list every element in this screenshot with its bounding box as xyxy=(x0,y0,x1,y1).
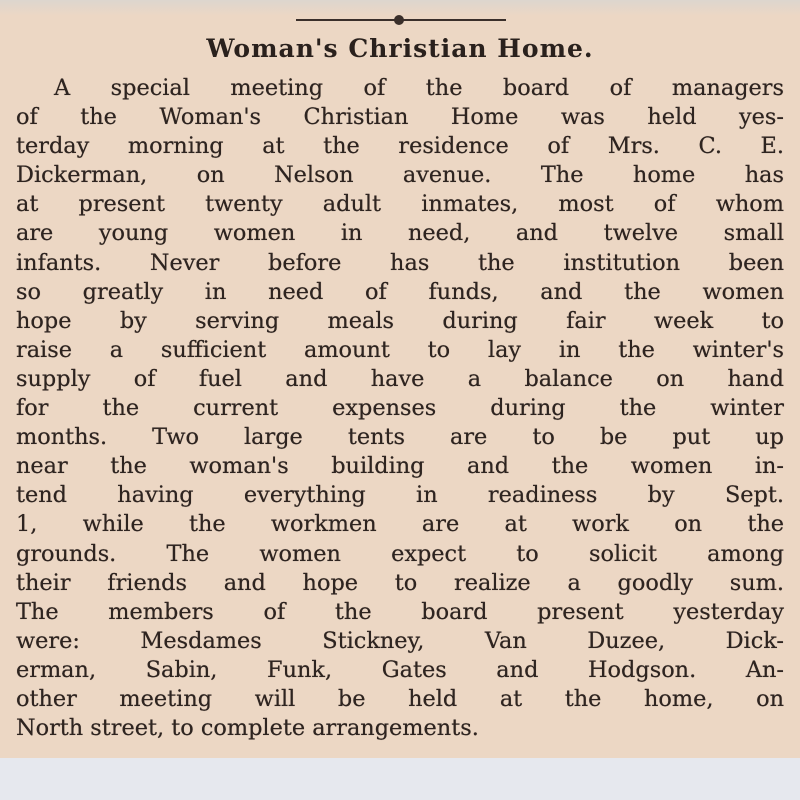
article-line: A special meeting of the board of managers xyxy=(54,75,784,101)
article-headline: Woman's Christian Home. xyxy=(206,34,594,63)
article-line: were: Mesdames Stickney, Van Duzee, Dick- xyxy=(16,627,784,654)
ornamental-rule-dot xyxy=(394,15,404,25)
article-line: are young women in need, and twelve small xyxy=(16,220,784,247)
article-line: at present twenty adult inmates, most of whom xyxy=(16,191,784,218)
article-line: other meeting will be held at the home, on xyxy=(16,685,784,712)
article-line: their friends and hope to realize a goodly sum. xyxy=(16,569,784,596)
article-line: 1, while the workmen are at work on the xyxy=(16,511,784,538)
article-line: terday morning at the residence of Mrs. C. E. xyxy=(16,133,784,160)
article-line: hope by serving meals during fair week to xyxy=(16,307,784,334)
article-line: North street, to complete arrangements. xyxy=(16,715,479,742)
article-line: raise a sufficient amount to lay in the winter's xyxy=(16,336,784,363)
article-line: near the woman's building and the women in- xyxy=(16,453,784,480)
article-line: Dickerman, on Nelson avenue. The home has xyxy=(16,162,784,189)
article-line: months. Two large tents are to be put up xyxy=(16,424,784,451)
article-line: grounds. The women expect to solicit among xyxy=(16,540,784,567)
article-line: so greatly in need of funds, and the women xyxy=(16,278,784,305)
article-line: infants. Never before has the institution been xyxy=(16,249,784,276)
article-line: erman, Sabin, Funk, Gates and Hodgson. An- xyxy=(16,656,784,683)
article-line: for the current expenses during the winter xyxy=(16,395,784,422)
article-line: The members of the board present yesterday xyxy=(16,598,784,625)
article-line: tend having everything in readiness by Sept. xyxy=(16,482,784,509)
article-body xyxy=(16,74,784,743)
article-line: of the Woman's Christian Home was held yes- xyxy=(16,104,784,131)
clipping-top-edge xyxy=(0,0,800,16)
article-line: supply of fuel and have a balance on hand xyxy=(16,365,784,392)
clipping-bottom-edge xyxy=(0,758,800,800)
